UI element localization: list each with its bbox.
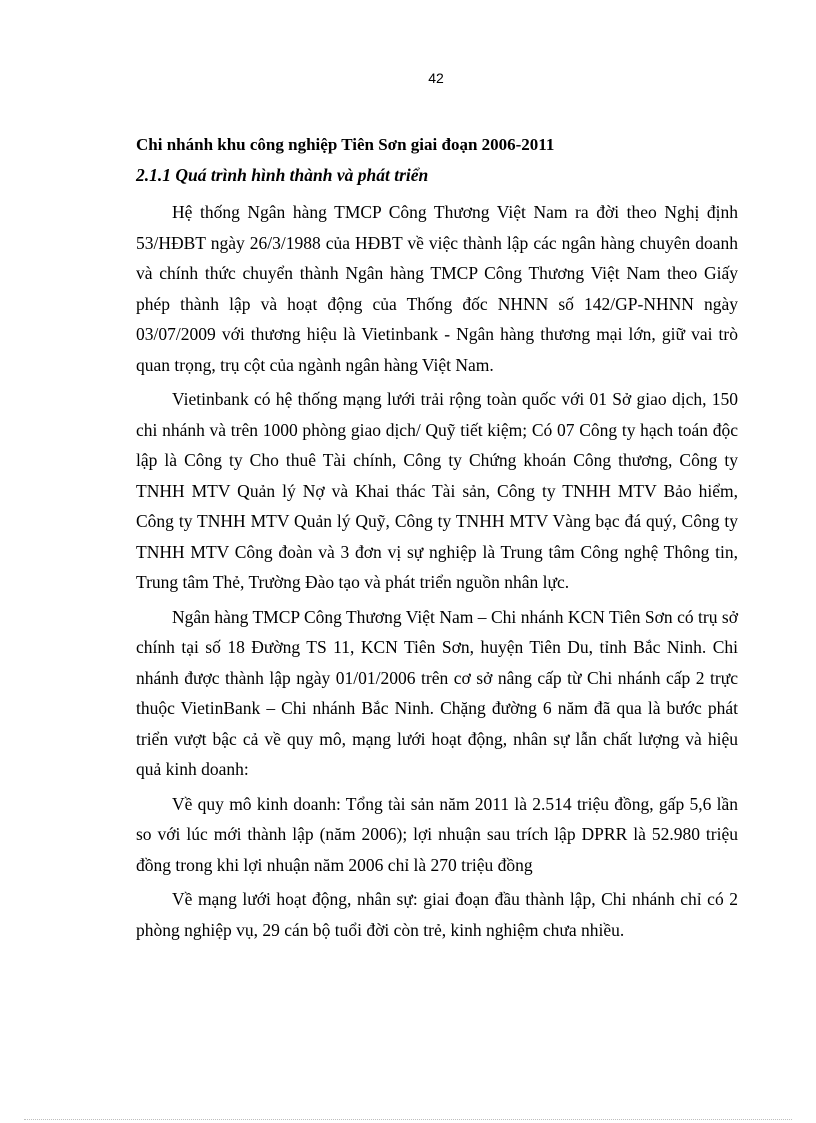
subsection-title: 2.1.1 Quá trình hình thành và phát triển xyxy=(136,165,429,185)
paragraph-network: Vietinbank có hệ thống mạng lưới trải rộng toàn quốc với 01 Sở giao dịch, 150 chi nhánh và trên 1000 phòng giao dịch/ Quỹ tiết kiệm; Có 07 Công ty hạch toán độc lập là Công ty Cho thuê Tài chính, Công ty Chứng khoán Công thương, Công ty TNHH MTV Quản lý Nợ và Khai thác Tài sản, Công ty TNHH MTV Bảo hiểm, Công ty TNHH MTV Quản lý Quỹ, Công ty TNHH MTV Vàng bạc đá quý, Công ty TNHH MTV Công đoàn và 3 đơn vị sự nghiệp là Trung tâm Công nghệ Thông tin, Trung tâm Thẻ, Trường Đào tạo và phát triển nguồn nhân lực. xyxy=(136,389,738,592)
page-bottom-divider xyxy=(24,1119,792,1120)
section-title: Chi nhánh khu công nghiệp Tiên Sơn giai đoạn 2006-2011 xyxy=(136,135,555,154)
document-body xyxy=(136,132,738,945)
page-number: 42 xyxy=(428,70,444,86)
paragraph-business-scale: Về quy mô kinh doanh: Tổng tài sản năm 2011 là 2.514 triệu đồng, gấp 5,6 lần so với lúc mới thành lập (năm 2006); lợi nhuận sau trích lập DPRR là 52.980 triệu đồng trong khi lợi nhuận năm 2006 chỉ là 270 triệu đồng xyxy=(136,793,738,875)
paragraph-history: Hệ thống Ngân hàng TMCP Công Thương Việt Nam ra đời theo Nghị định 53/HĐBT ngày 26/3/1988 của HĐBT về việc thành lập các ngân hàng chuyên doanh và chính thức chuyển thành Ngân hàng TMCP Công Thương Việt Nam theo Giấy phép thành lập và hoạt động của Thống đốc NHNN số 142/GP-NHNN ngày 03/07/2009 với thương hiệu là Vietinbank - Ngân hàng thương mại lớn, giữ vai trò quan trọng, trụ cột của ngành ngân hàng Việt Nam. xyxy=(136,202,738,375)
paragraph-personnel: Về mạng lưới hoạt động, nhân sự: giai đoạn đầu thành lập, Chi nhánh chỉ có 2 phòng nghiệp vụ, 29 cán bộ tuổi đời còn trẻ, kinh nghiệm chưa nhiều. xyxy=(136,889,738,940)
paragraph-branch: Ngân hàng TMCP Công Thương Việt Nam – Chi nhánh KCN Tiên Sơn có trụ sở chính tại số 18 Đường TS 11, KCN Tiên Sơn, huyện Tiên Du, tỉnh Bắc Ninh. Chi nhánh được thành lập ngày 01/01/2006 trên cơ sở nâng cấp từ Chi nhánh cấp 2 trực thuộc VietinBank – Chi nhánh Bắc Ninh. Chặng đường 6 năm đã qua là bước phát triển vượt bậc cả về quy mô, mạng lưới hoạt động, nhân sự lẫn chất lượng và hiệu quả kinh doanh: xyxy=(136,606,738,779)
